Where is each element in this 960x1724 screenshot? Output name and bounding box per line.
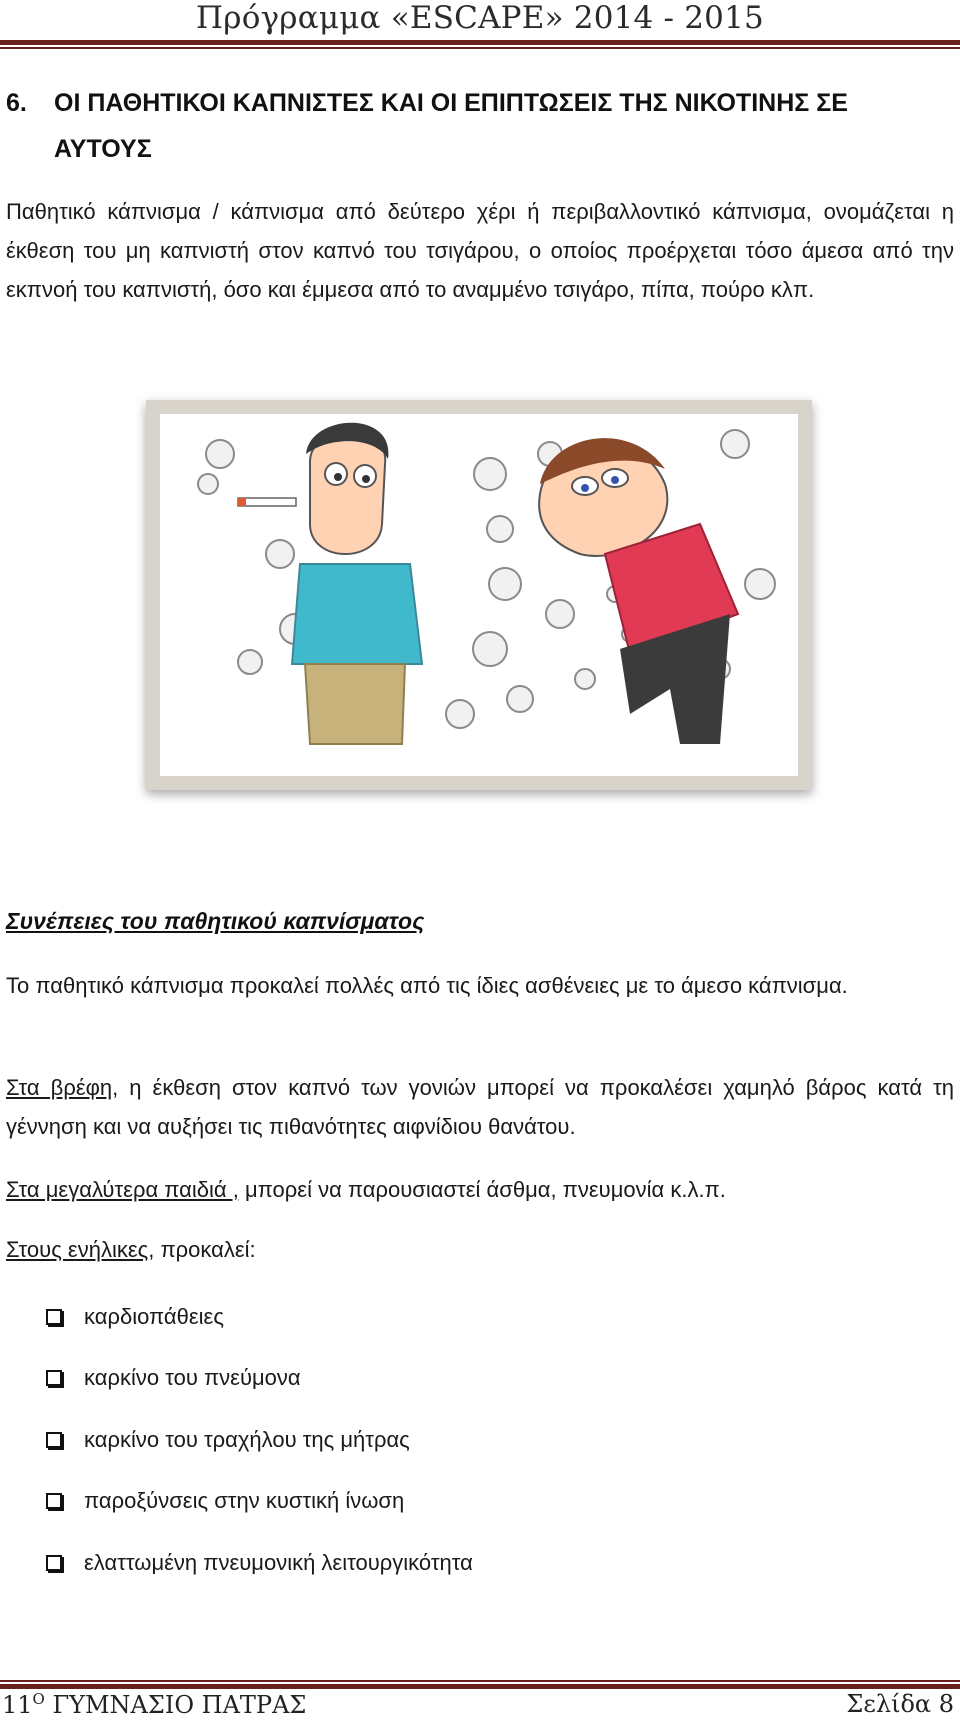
checkbox-bullet-icon	[46, 1432, 62, 1448]
adults-text: , προκαλεί:	[148, 1237, 256, 1262]
footer-rule-thin	[0, 1680, 960, 1682]
section-title: ΟΙ ΠΑΘΗΤΙΚΟΙ ΚΑΠΝΙΣΤΕΣ ΚΑΙ ΟΙ ΕΠΙΠΤΩΣΕΙΣ ΤΗΣ ΝΙΚΟΤΙΝΗΣ ΣΕ ΑΥΤΟΥΣ	[54, 89, 848, 163]
list-item-text: ελαττωμένη πνευμονική λειτουργικότητα	[84, 1549, 473, 1575]
section-heading	[6, 80, 946, 172]
consequences-heading	[6, 908, 424, 935]
list-item-text: καρκίνο του τραχήλου της μήτρας	[84, 1426, 410, 1452]
intro-paragraph: Παθητικό κάπνισμα / κάπνισμα από δεύτερο χέρι ή περιβαλλοντικό κάπνισμα, ονομάζεται η έκθεση του μη καπνιστή στον καπνό του τσιγάρου, ο οποίος προέρχεται τόσο άμεσα από την εκπνοή του καπνιστή, όσο και έμμεσα από το αναμμένο τσιγάρο, πίπα, πούρο κλπ.	[6, 199, 954, 302]
infants-text: , η έκθεση στον καπνό των γονιών μπορεί να προκαλέσει χαμηλό βάρος κατά τη γέννηση και να αυξήσει τις πιθανότητες αιφνίδιου θανάτου.	[6, 1075, 954, 1139]
consequences-paragraph-adults	[6, 1230, 954, 1269]
cartoon-smokers-icon	[160, 414, 798, 776]
footer-school-number: 11	[2, 1691, 33, 1719]
list-item-text: παροξύνσεις στην κυστική ίνωση	[84, 1488, 405, 1514]
consequences-paragraph-infants	[6, 1068, 954, 1146]
checkbox-bullet-icon	[46, 1555, 62, 1571]
footer-page-number: Σελίδα 8	[846, 1690, 954, 1718]
adults-disease-list	[46, 1286, 906, 1594]
smoking-illustration	[146, 400, 812, 790]
consequences-paragraph-children	[6, 1170, 954, 1209]
list-item-text: καρδιοπάθειες	[84, 1303, 224, 1329]
list-item-text: καρκίνο του πνεύμονα	[84, 1365, 301, 1391]
footer-school-superscript: Ο	[32, 1690, 45, 1708]
checkbox-bullet-icon	[46, 1309, 62, 1325]
checkbox-bullet-icon	[46, 1370, 62, 1386]
section-number: 6.	[6, 89, 27, 117]
list-item	[46, 1409, 906, 1471]
list-item	[46, 1286, 906, 1348]
footer-school-name: ΓΥΜΝΑΣΙΟ ΠΑΤΡΑΣ	[44, 1691, 307, 1719]
header-title: Πρόγραμμα «ESCAPE» 2014 - 2015	[196, 0, 764, 36]
footer-rule	[0, 1684, 960, 1689]
checkbox-bullet-icon	[46, 1493, 62, 1509]
list-item	[46, 1532, 906, 1594]
footer-school	[2, 1690, 306, 1719]
list-item	[46, 1471, 906, 1533]
adults-lead: Στους ενήλικες	[6, 1237, 149, 1262]
consequences-heading-text: Συνέπειες του παθητικού καπνίσματος	[6, 908, 425, 934]
consequences-paragraph-1: Το παθητικό κάπνισμα προκαλεί πολλές από τις ίδιες ασθένειες με το άμεσο κάπνισμα.	[6, 973, 848, 998]
list-item	[46, 1348, 906, 1410]
children-lead: Στα μεγαλύτερα παιδιά ,	[6, 1177, 239, 1202]
header-rule	[0, 40, 960, 45]
header-rule-thin	[0, 47, 960, 49]
infants-lead: Στα βρέφη	[6, 1075, 113, 1100]
children-text: μπορεί να παρουσιαστεί άσθμα, πνευμονία κ.λ.π.	[238, 1177, 726, 1202]
